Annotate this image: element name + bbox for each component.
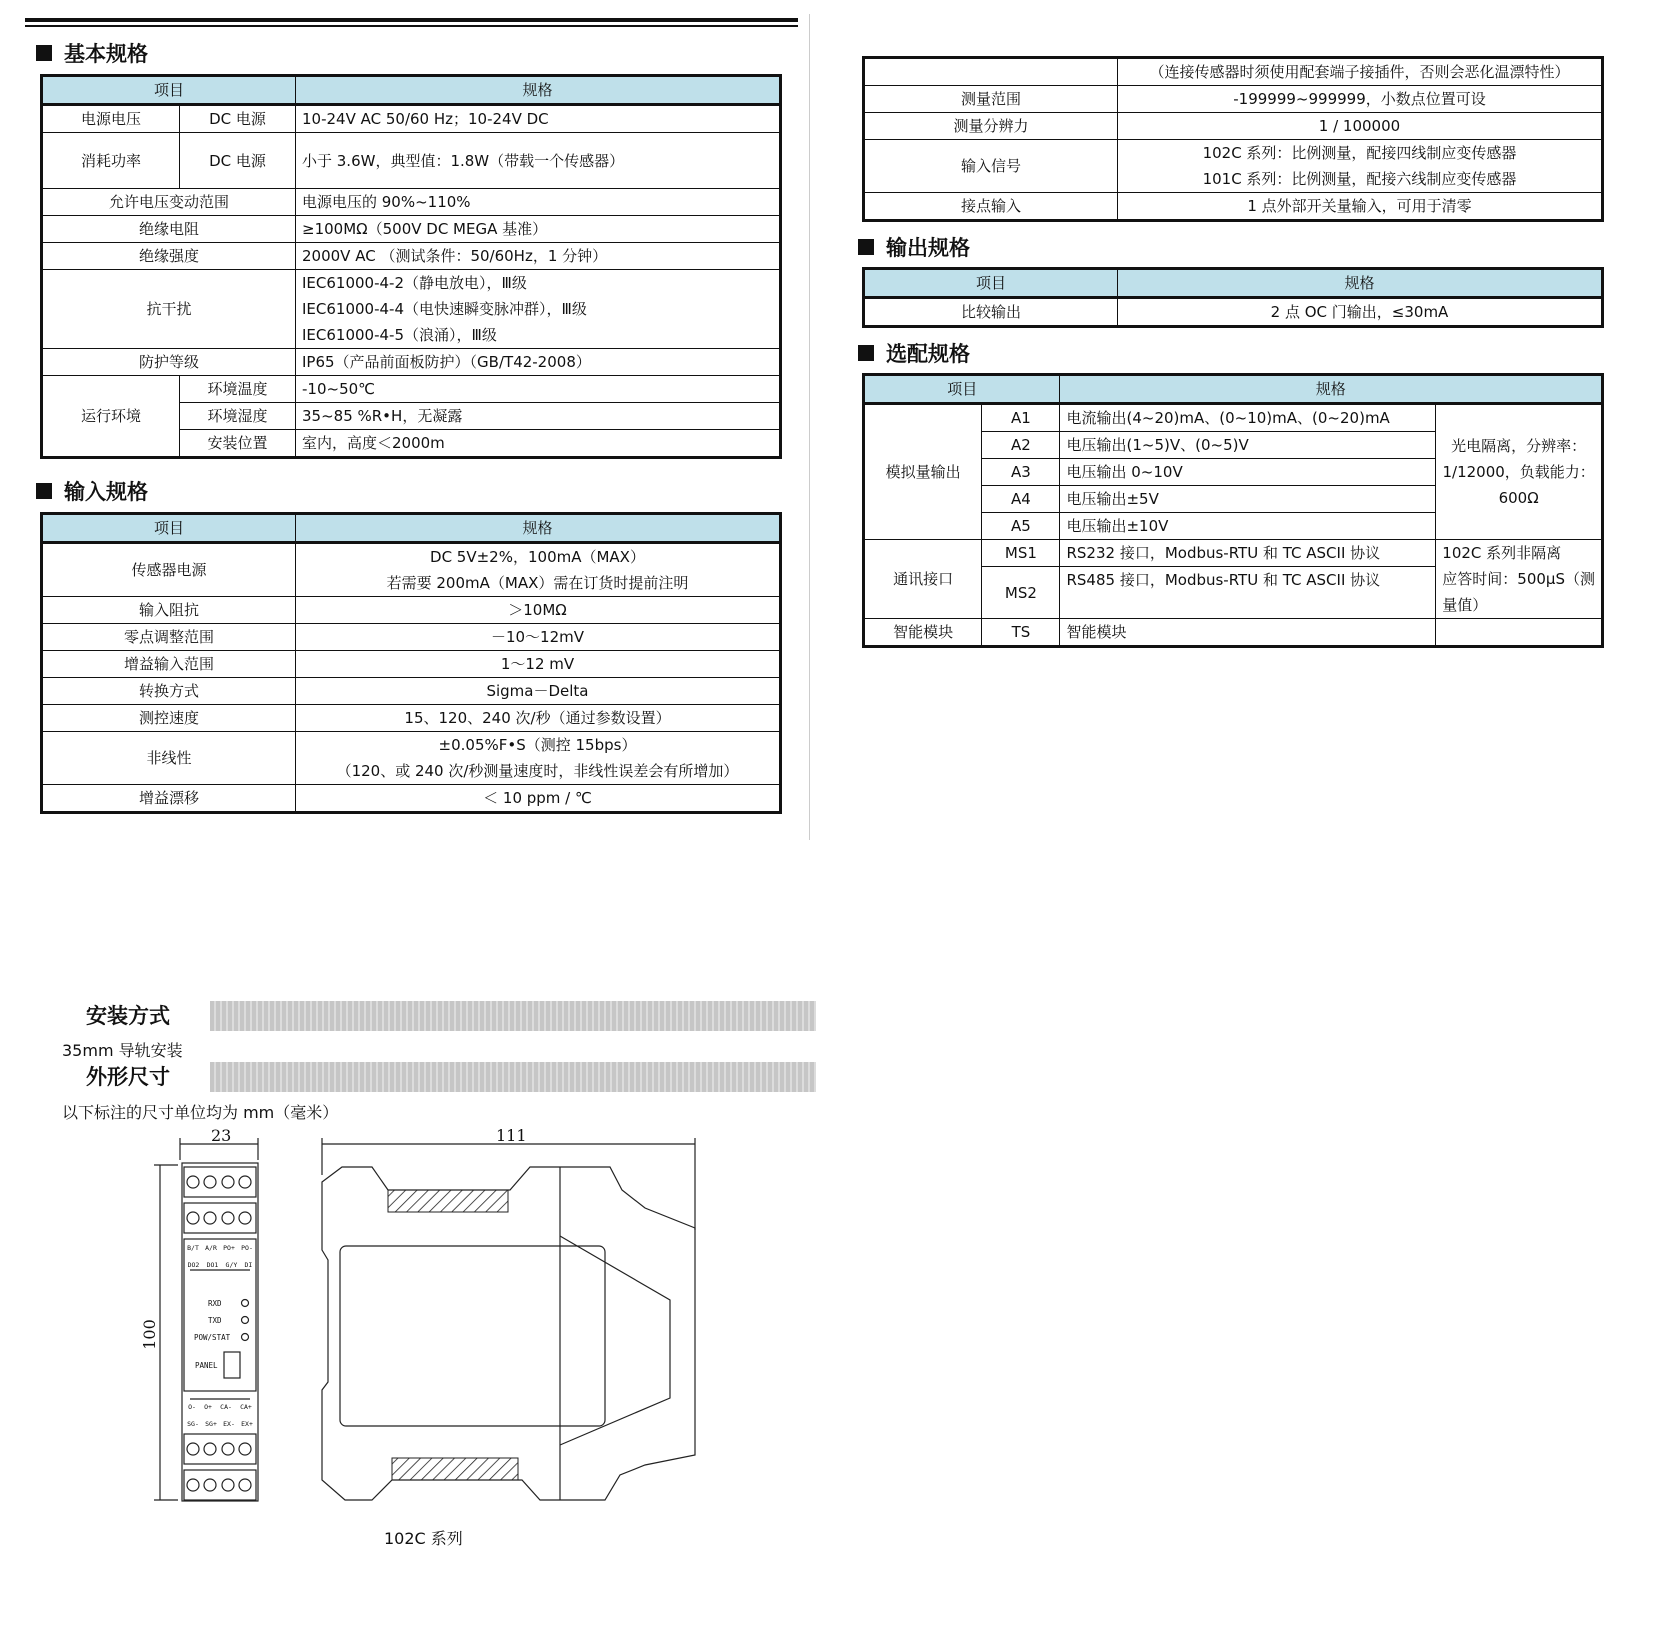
table-row: 零点调整范围 －10～12mV <box>42 624 781 651</box>
install-title-bar <box>210 1001 816 1031</box>
basic-spec-table <box>40 74 782 459</box>
section-output-title: 输出规格 <box>858 232 970 262</box>
section-basic-title: 基本规格 <box>36 38 148 68</box>
table-row: 输入阻抗 ＞10MΩ <box>42 597 781 624</box>
table-row: 绝缘电阻 ≥100MΩ（500V DC MEGA 基准） <box>42 216 781 243</box>
col-header-spec: 规格 <box>296 76 781 105</box>
top-rule <box>25 18 798 22</box>
table-row: 传感器电源 DC 5V±2%，100mA（MAX） 若需要 200mA（MAX）需在订货时提前注明 <box>42 543 781 597</box>
drawing-caption: 102C 系列 <box>384 1529 463 1548</box>
dim-width-front: 23 <box>211 1126 232 1145</box>
table-row: 智能模块 TS 智能模块 <box>864 619 1603 647</box>
table-row: 模拟量输出 A1 电流输出(4~20)mA、(0~10)mA、(0~20)mA 光电隔离，分辨率： 1/12000，负载能力： 600Ω <box>864 404 1603 432</box>
table-row: 环境湿度 35~85 %R•H，无凝露 <box>42 403 781 430</box>
bullet-square-icon <box>858 239 874 255</box>
column-divider <box>809 14 810 840</box>
table-row: 增益漂移 ＜ 10 ppm / ℃ <box>42 785 781 813</box>
table-row: 通讯接口 MS1 RS232 接口，Modbus-RTU 和 TC ASCII 协议 102C 系列非隔离 应答时间：500μS（测 量值） <box>864 540 1603 567</box>
table-row: A3 电压输出 0~10V <box>864 459 1603 486</box>
input-spec-table-continued <box>862 56 1604 222</box>
section-options-title: 选配规格 <box>858 338 970 368</box>
table-row: 转换方式 Sigma－Delta <box>42 678 781 705</box>
bullet-square-icon <box>858 345 874 361</box>
output-spec-table: 项目 规格 比较输出 2 点 OC 门输出，≤30mA <box>862 267 1604 328</box>
table-row: 绝缘强度 2000V AC （测试条件：50/60Hz，1 分钟） <box>42 243 781 270</box>
input-spec-table: 项目 规格 传感器电源 DC 5V±2%，100mA（MAX） 若需要 200mA（MAX）需在订货时提前注明 输入阻抗 ＞10MΩ 零点调整范围 －10～12mV 增益输入范围 1～12 mV 转换方式 Sigma－Delta 测控速度 15、120、240 次/秒（通过参数设置） 非线性 ±0.05%F•S（测控 15bps） （120、或 240 次/秒测量速度时，非线性误差会有所增加） 增益漂移 ＜ 10 ppm / ℃ <box>40 512 782 814</box>
table-row: 非线性 ±0.05%F•S（测控 15bps） （120、或 240 次/秒测量速度时，非线性误差会有所增加） <box>42 732 781 785</box>
panel-label: PANEL <box>195 1361 218 1370</box>
table-row: MS2 RS485 接口，Modbus-RTU 和 TC ASCII 协议 <box>864 567 1603 619</box>
table-row: 防护等级 IP65（产品前面板防护）（GB/T42-2008） <box>42 349 781 376</box>
section-input-title: 输入规格 <box>36 476 148 506</box>
table-row: 消耗功率 DC 电源 小于 3.6W，典型值：1.8W（带载一个传感器） <box>42 133 781 189</box>
dim-height: 100 <box>139 1319 159 1350</box>
table-row: 允许电压变动范围 电源电压的 90%~110% <box>42 189 781 216</box>
dims-text: 以下标注的尺寸单位均为 mm（毫米） <box>62 1103 339 1122</box>
led-label-rxd: RXD <box>208 1299 222 1308</box>
col-header-item: 项目 <box>42 76 296 105</box>
panel-labels-bottom: O- O+ CA- CA+ SG- SG+ EX- EX+ <box>187 1403 253 1428</box>
dimension-drawing <box>140 1130 710 1510</box>
table-row: （连接传感器时须使用配套端子接插件，否则会恶化温漂特性） <box>864 58 1603 86</box>
dims-title: 外形尺寸 <box>86 1065 170 1089</box>
table-row: A5 电压输出±10V <box>864 513 1603 540</box>
table-row: 接点输入 1 点外部开关量输入，可用于清零 <box>864 193 1603 221</box>
panel-labels: B/T A/R PO+ PO- DO2 DO1 G/Y DI <box>187 1244 253 1269</box>
bullet-square-icon <box>36 483 52 499</box>
table-row: 测量范围 -199999~999999，小数点位置可设 <box>864 86 1603 113</box>
table-row: 输入信号 102C 系列：比例测量，配接四线制应变传感器 101C 系列：比例测量，配接六线制应变传感器 <box>864 140 1603 193</box>
install-title: 安装方式 <box>86 1004 170 1028</box>
dim-width-side: 111 <box>496 1126 527 1145</box>
table-row: 电源电压 DC 电源 10-24V AC 50/60 Hz；10-24V DC <box>42 105 781 133</box>
table-row: 测控速度 15、120、240 次/秒（通过参数设置） <box>42 705 781 732</box>
table-row: 抗干扰 IEC61000-4-2（静电放电），Ⅲ级 IEC61000-4-4（电快速瞬变脉冲群），Ⅲ级 IEC61000-4-5（浪涌），Ⅲ级 <box>42 270 781 349</box>
bullet-square-icon <box>36 45 52 61</box>
table-row: A2 电压输出(1~5)V、(0~5)V <box>864 432 1603 459</box>
table-row: 运行环境 环境温度 -10~50℃ <box>42 376 781 403</box>
table-row: 测量分辨力 1 / 100000 <box>864 113 1603 140</box>
install-text: 35mm 导轨安装 <box>62 1041 183 1060</box>
top-rule-thin <box>25 25 798 27</box>
table-row: 安装位置 室内，高度＜2000m <box>42 430 781 458</box>
led-label-pow: POW/STAT <box>194 1333 231 1342</box>
dims-title-bar <box>210 1062 816 1092</box>
table-row: 增益输入范围 1～12 mV <box>42 651 781 678</box>
led-label-txd: TXD <box>208 1316 222 1325</box>
options-spec-table: 项目 规格 模拟量输出 A1 电流输出(4~20)mA、(0~10)mA、(0~20)mA 光电隔离，分辨率： 1/12000，负载能力： 600Ω A2 电压输出(1~5)V、(0~5)V A3 电压输出 0~10V A4 电压输出±5V A5 电压输出±10V 通讯接口 MS1 RS232 接口，Modbus-RTU 和 TC ASCII 协议 102C 系列非隔离 应答时间：500μS（测 量值） MS2 RS485 接口，Modbus-RTU 和 TC ASCII 协议 智能模块 TS 智能模块 <box>862 373 1604 648</box>
table-row: 比较输出 2 点 OC 门输出，≤30mA <box>864 298 1603 327</box>
table-row: A4 电压输出±5V <box>864 486 1603 513</box>
